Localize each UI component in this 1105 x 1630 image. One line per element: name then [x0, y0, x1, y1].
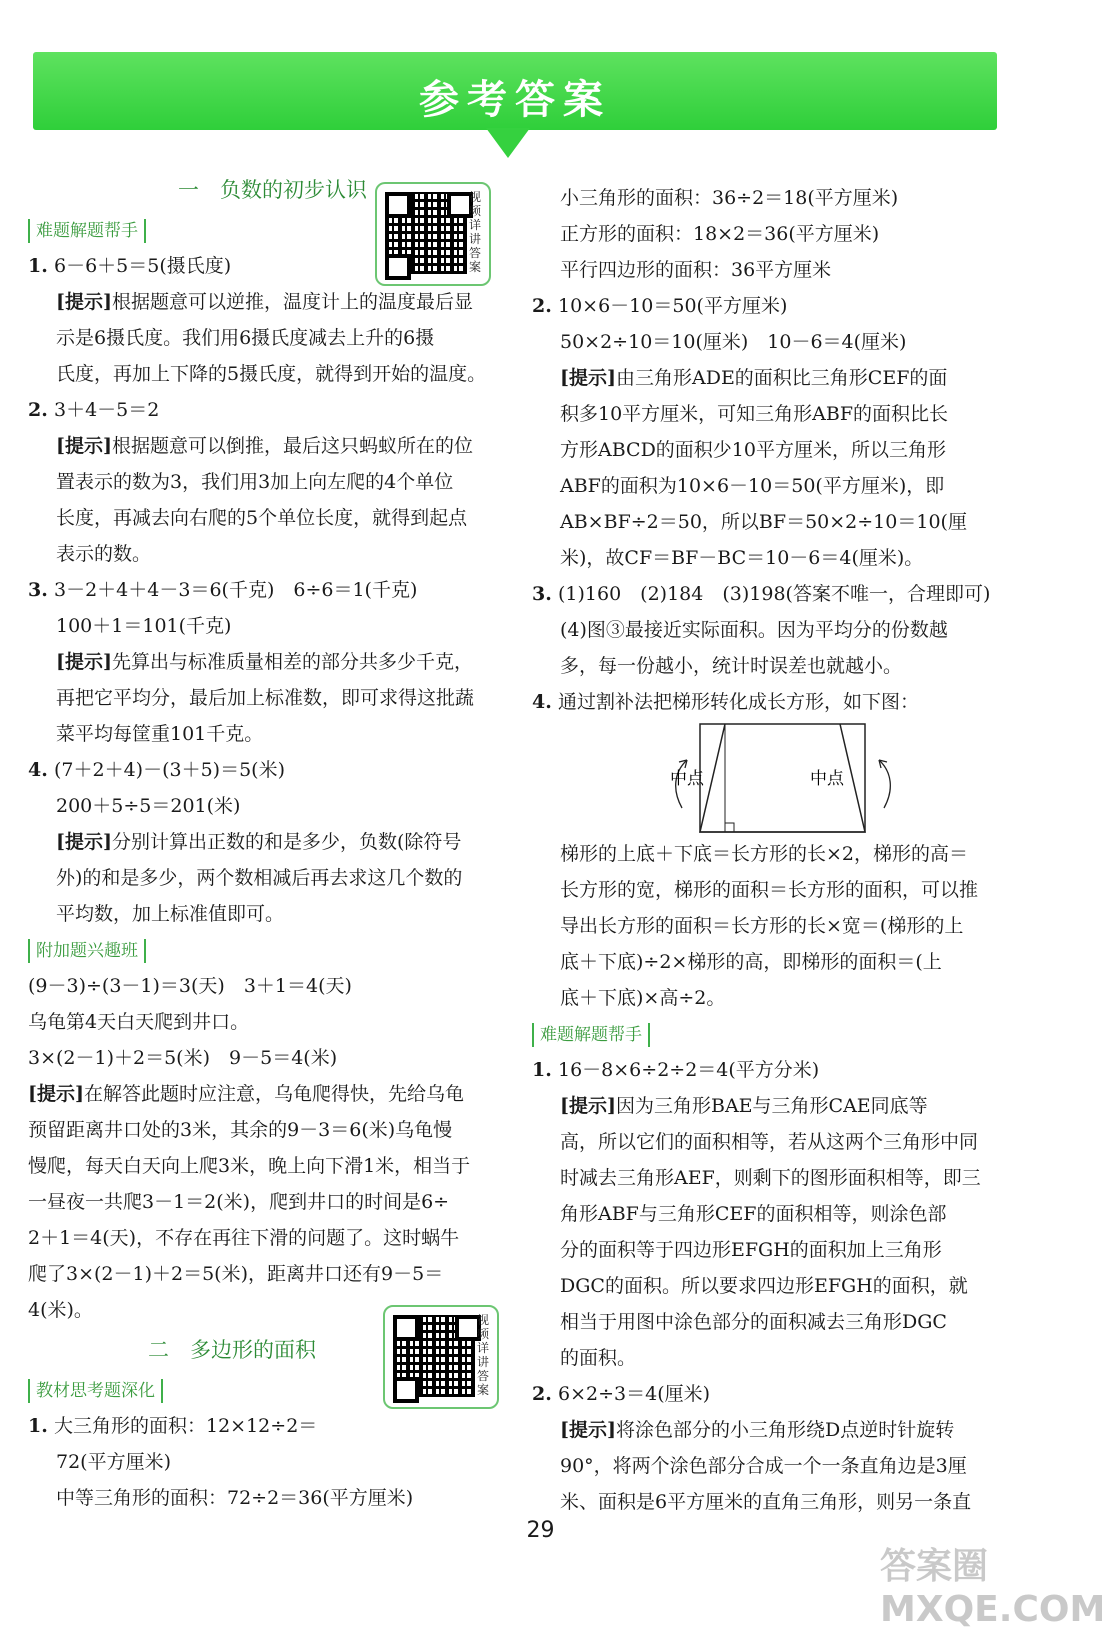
tip-line: [提示]由三角形ADE的面积比三角形CEF的面 [560, 367, 948, 389]
answer-line: 2. 3＋4－5＝2 [28, 399, 160, 421]
answer-line: 4. (7＋2＋4)－(3＋5)＝5(米) [28, 759, 286, 781]
tip-line: 相当于用图中涂色部分的面积减去三角形DGC [560, 1311, 947, 1333]
answer-line: 3. (1)160 (2)184 (3)198(答案不唯一，合理即可) [532, 583, 991, 605]
tip-line: AB×BF÷2＝50，所以BF＝50×2÷10＝10(厘 [560, 511, 967, 533]
tip-line: 4(米)。 [28, 1299, 93, 1321]
tip-line: 长度，再减去向右爬的5个单位长度，就得到起点 [56, 507, 468, 529]
answer-line: 1. 大三角形的面积：12×12÷2＝ [28, 1415, 318, 1437]
tip-line: 再把它平均分，最后加上标准数，即可求得这批蔬 [56, 687, 475, 709]
answer-line: 正方形的面积：18×2＝36(平方厘米) [560, 223, 880, 245]
right-column [532, 180, 1010, 1520]
midpoint-label-right: 中点 [810, 769, 844, 789]
answer-line: 多，每一份越小，统计时误差也就越小。 [560, 655, 903, 677]
banner-pointer [486, 128, 530, 158]
answer-line: 中等三角形的面积：72÷2＝36(平方厘米) [56, 1487, 414, 1509]
tip-line: 方形ABCD的面积少10平方厘米，所以三角形 [560, 439, 946, 461]
text-line: 导出长方形的面积＝长方形的长×宽＝(梯形的上 [560, 915, 964, 937]
watermark: 答案圈 MXQE.COM [880, 1546, 1105, 1630]
tip-line: [提示]将涂色部分的小三角形绕D点逆时针旋转 [560, 1419, 955, 1441]
answer-line: 2. 6×2÷3＝4(厘米) [532, 1383, 711, 1405]
midpoint-label-left: 中点 [670, 769, 704, 789]
answer-line: 平行四边形的面积：36平方厘米 [560, 259, 832, 281]
section-tag: 难题解题帮手 [28, 219, 146, 243]
text-line: 长方形的宽，梯形的面积＝长方形的面积，可以推 [560, 879, 979, 901]
tip-line: DGC的面积。所以要求四边形EFGH的面积，就 [560, 1275, 968, 1297]
tip-line: 的面积。 [560, 1347, 637, 1369]
answer-line: 50×2÷10＝10(厘米) 10－6＝4(厘米) [560, 331, 907, 353]
text-line: 底＋下底)÷2×梯形的高，即梯形的面积＝(上 [560, 951, 942, 973]
answer-line: 4. 通过割补法把梯形转化成长方形，如下图： [532, 691, 920, 713]
tip-line: 菜平均每筐重101千克。 [56, 723, 264, 745]
right-angle-mark [725, 823, 734, 832]
tip-line: 预留距离井口处的3米，其余的9－3＝6(米)乌龟慢 [28, 1119, 453, 1141]
answer-line: 3. 3－2＋4＋4－3＝6(千克) 6÷6＝1(千克) [28, 579, 418, 601]
tip-line: [提示]先算出与标准质量相差的部分共多少千克， [56, 651, 473, 673]
tip-line: [提示]根据题意可以倒推，最后这只蚂蚁所在的位 [56, 435, 473, 457]
tip-line: [提示]根据题意可以逆推，温度计上的温度最后显 [56, 291, 473, 313]
tip-line: 氏度，再加上下降的5摄氏度，就得到开始的温度。 [56, 363, 487, 385]
page-title: 参考答案 [419, 77, 611, 123]
tip-line: 高，所以它们的面积相等，若从这两个三角形中同 [560, 1131, 979, 1153]
answer-line: 1. 16－8×6÷2÷2＝4(平方分米) [532, 1059, 820, 1081]
answer-line: 乌龟第4天白天爬到井口。 [28, 1011, 250, 1033]
tip-line: 米、面积是6平方厘米的直角三角形，则另一条直 [560, 1491, 972, 1513]
tip-line: 置表示的数为3，我们用3加上向左爬的4个单位 [56, 471, 454, 493]
tip-line: [提示]分别计算出正数的和是多少，负数(除符号 [56, 831, 462, 853]
tip-line: 角形ABF与三角形CEF的面积相等，则涂色部 [560, 1203, 947, 1225]
qr-caption: 视频详讲答案 [477, 1313, 490, 1397]
section-title: 一 负数的初步认识 [178, 178, 367, 202]
tip-line: 2＋1＝4(天)，不存在再往下滑的问题了。这时蜗牛 [28, 1227, 460, 1249]
tip-line: [提示]因为三角形BAE与三角形CAE同底等 [560, 1095, 928, 1117]
trapezoid-diagram [532, 720, 1010, 836]
tip-line: 分的面积等于四边形EFGH的面积加上三角形 [560, 1239, 942, 1261]
tip-line: 90°，将两个涂色部分合成一个一条直角边是3厘 [560, 1455, 967, 1477]
tip-line: 慢爬，每天白天向上爬3米，晚上向下滑1米，相当于 [28, 1155, 471, 1177]
tip-line: 平均数，加上标准值即可。 [56, 903, 285, 925]
section-tag: 教材思考题深化 [28, 1379, 163, 1403]
section-tag: 难题解题帮手 [532, 1023, 650, 1047]
tip-line: 表示的数。 [56, 543, 152, 565]
answer-line: 小三角形的面积：36÷2＝18(平方厘米) [560, 187, 899, 209]
section-title: 二 多边形的面积 [148, 1338, 316, 1362]
tip-line: 示是6摄氏度。我们用6摄氏度减去上升的6摄 [56, 327, 435, 349]
answer-line: 72(平方厘米) [56, 1451, 172, 1473]
tip-line: 时减去三角形AEF，则剩下的图形面积相等，即三 [560, 1167, 981, 1189]
header-banner [33, 52, 997, 130]
answer-line: 2. 10×6－10＝50(平方厘米) [532, 295, 788, 317]
text-line: 底＋下底)×高÷2。 [560, 987, 726, 1009]
trapezoid-figure [532, 720, 1010, 836]
tip-line: 一昼夜一共爬3－1＝2(米)，爬到井口的时间是6÷ [28, 1191, 450, 1213]
tip-line: 米)，故CF＝BF－BC＝10－6＝4(厘米)。 [560, 547, 924, 569]
tip-line: 积多10平方厘米，可知三角形ABF的面积比长 [560, 403, 949, 425]
text-line: 梯形的上底＋下底＝长方形的长×2，梯形的高＝ [560, 843, 969, 865]
answer-line: 3×(2－1)＋2＝5(米) 9－5＝4(米) [28, 1047, 338, 1069]
qr-caption: 视频详讲答案 [469, 190, 482, 274]
tip-line: 外)的和是多少，两个数相减后再去求这几个数的 [56, 867, 463, 889]
answer-line: 200＋5÷5＝201(米) [56, 795, 241, 817]
page-number: 29 [526, 1518, 555, 1543]
tip-line: ABF的面积为10×6－10＝50(平方厘米)，即 [560, 475, 945, 497]
answer-line: (4)图③最接近实际面积。因为平均分的份数越 [560, 619, 948, 641]
answer-line: (9－3)÷(3－1)＝3(天) 3＋1＝4(天) [28, 975, 352, 997]
section-tag: 附加题兴趣班 [28, 939, 146, 963]
tip-line: 爬了3×(2－1)＋2＝5(米)，距离井口还有9－5＝ [28, 1263, 444, 1285]
left-column [28, 168, 506, 1516]
answer-line: 100＋1＝101(千克) [56, 615, 232, 637]
tip-line: [提示]在解答此题时应注意，乌龟爬得快，先给乌龟 [28, 1083, 464, 1105]
answer-line: 1. 6－6＋5＝5(摄氏度) [28, 255, 232, 277]
